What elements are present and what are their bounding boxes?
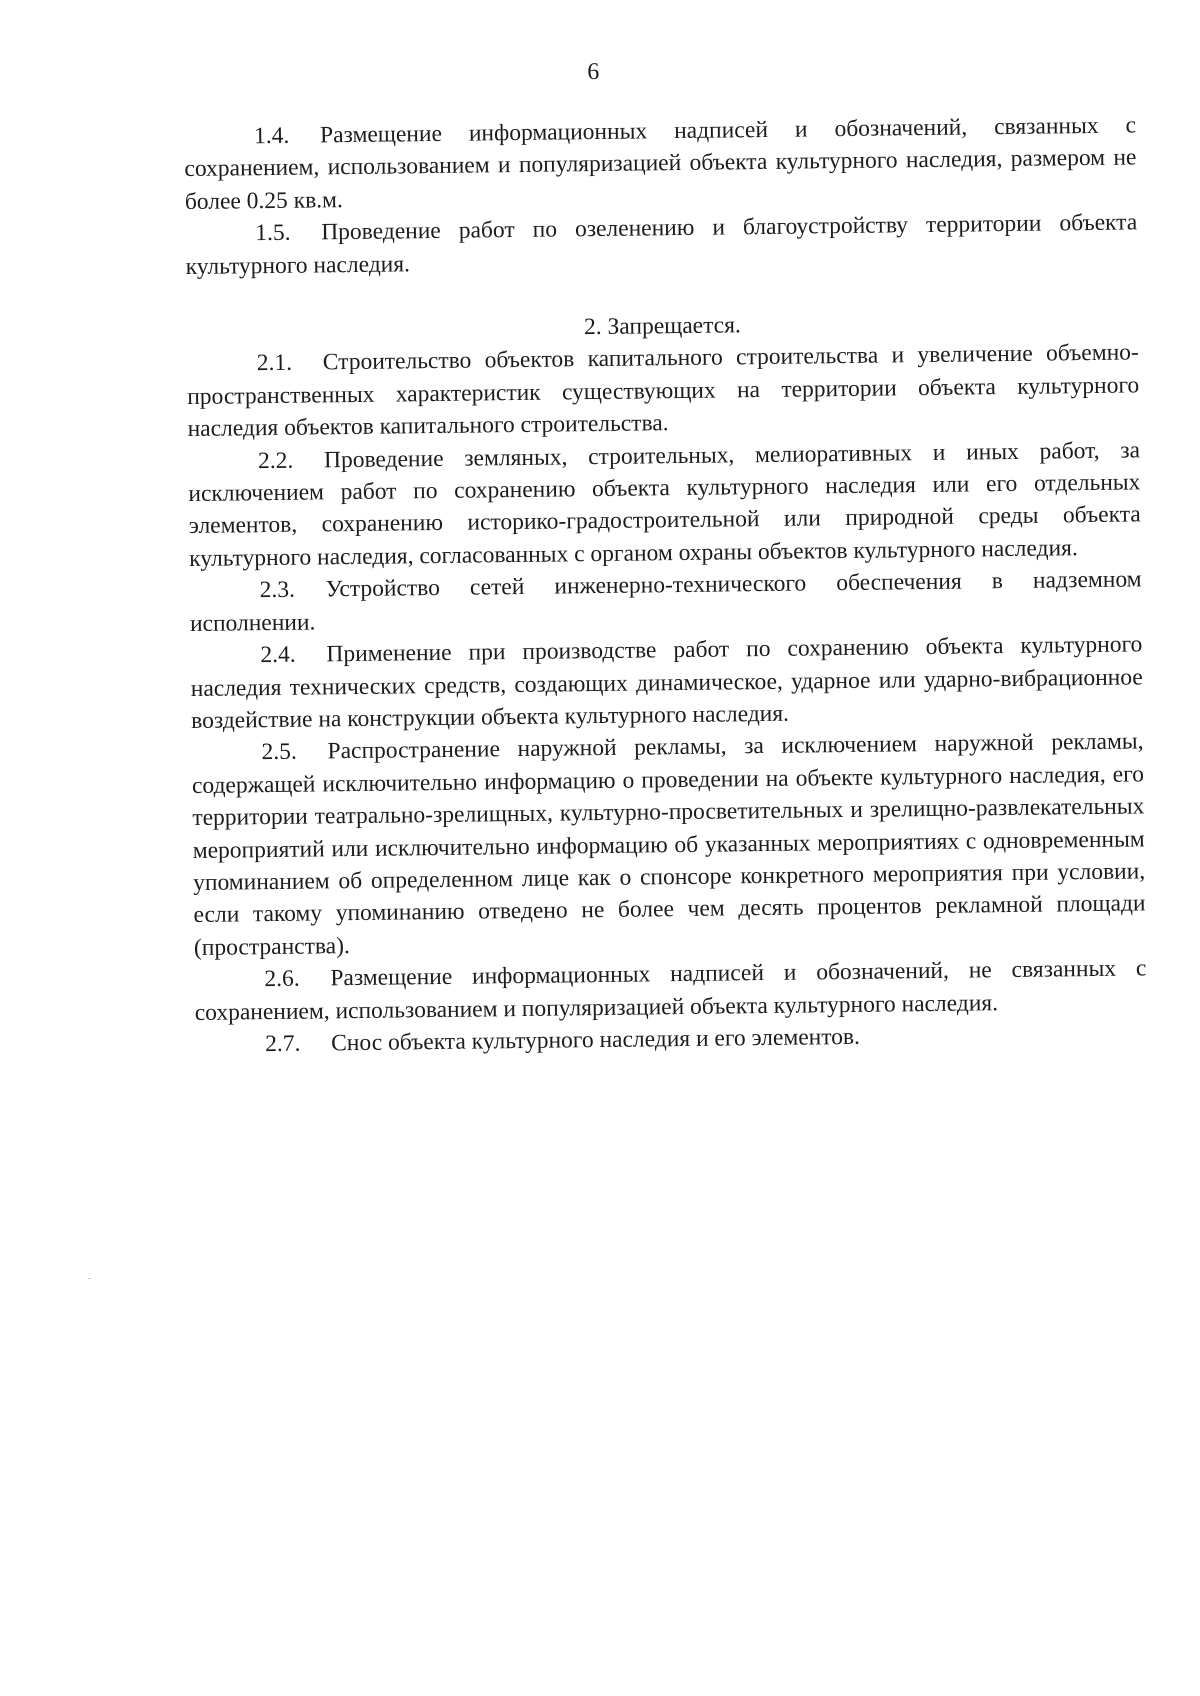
clause-1-5	[185, 207, 1138, 283]
clause-2-4	[190, 628, 1143, 737]
clause-text: Строительство объектов капитального строительства и увеличение объемно-пространственных характеристик существующих на территории объекта культурного наследия объектов капитального строительства.	[187, 339, 1140, 443]
clause-1-4	[184, 109, 1137, 218]
clause-number: 2.5.	[261, 739, 297, 766]
section-heading: 2. Запрещается.	[583, 312, 741, 341]
clause-2-6	[194, 953, 1147, 1029]
clause-text: Распространение наружной рекламы, за исключением наружной рекламы, содержащей исключительно информацию о проведении на объекте культурного наследия, его территории театрально-зрелищных, культурно-просветительных и зрелищно-развлекательных мероприятий или исключительно информацию об указанных мероприятиях с одновременным упоминанием об определенном лице как о спонсоре конкретного мероприятия при условии, если такому упоминанию отведено не более чем десять процентов рекламной площади (пространства).	[191, 728, 1146, 961]
clause-text: Применение при производстве работ по сохранению объекта культурного наследия технических средств, создающих динамическое, ударное или ударно-вибрационное воздействие на конструкции объекта культурного наследия.	[190, 631, 1143, 734]
clause-2-2	[188, 434, 1142, 575]
clause-number: 2.7.	[264, 1030, 301, 1058]
document-body	[184, 109, 1147, 1061]
page-number: 6	[587, 58, 600, 86]
clause-text: Размещение информационных надписей и обозначений, не связанных с сохранением, использованием и популяризацией объекта культурного наследия.	[194, 955, 1147, 1026]
scan-speck	[88, 1278, 91, 1279]
clause-text: Проведение земляных, строительных, мелиоративных и иных работ, за исключением работ по сохранению объекта культурного наследия или его отдельных элементов, сохранению историко-градостроительной или природной среды объекта культурного наследия, согласованных с органом охраны объектов культурного наследия.	[188, 437, 1141, 572]
clause-number: 1.5.	[255, 219, 291, 247]
clause-number: 2.6.	[264, 965, 300, 993]
clause-2-5	[191, 726, 1146, 964]
clause-text: Размещение информационных надписей и обозначений, связанных с сохранением, использованием и популяризацией объекта культурного наследия, размером не более 0.25 кв.м.	[184, 112, 1137, 215]
clause-text: Проведение работ по озеленению и благоустройству территории объекта культурного наследия.	[185, 209, 1138, 280]
clause-text: Устройство сетей инженерно-технического обеспечения в надземном исполнении.	[189, 566, 1142, 637]
clause-text: Снос объекта культурного наследия и его элементов.	[330, 1023, 861, 1057]
clause-number: 2.4.	[260, 641, 296, 669]
clause-number: 2.2.	[257, 447, 294, 474]
clause-number: 1.4.	[253, 122, 290, 150]
clause-number: 2.1.	[256, 350, 293, 377]
clause-2-3	[189, 564, 1142, 640]
clause-2-1	[187, 337, 1140, 446]
clause-number: 2.3.	[259, 577, 296, 604]
